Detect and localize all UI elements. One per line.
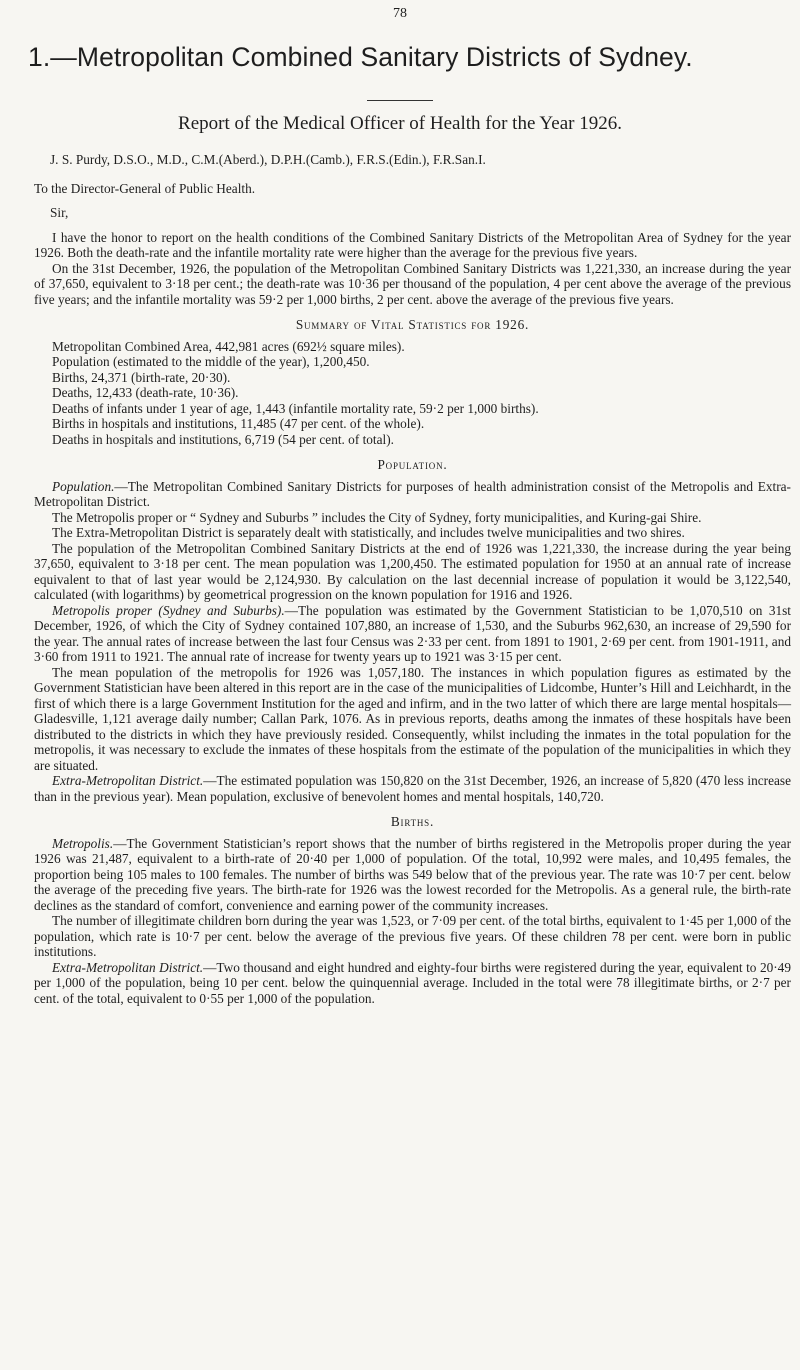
summary-item: Deaths in hospitals and institutions, 6,719 (54 per cent. of total). (52, 431, 394, 447)
population-paragraph: The population of the Metropolitan Combined Sanitary Districts at the end of 1926 was 1,221,330, the increase during the year being 37,650, equivalent to 3·18 per cent. The mean population was 1,200,450. The estimated population for 1950 at an annual rate of increase equivalent to that of last year would be 2,124,930. By calculation on the last decennial increase of population it would be 3,122,540, calculated (with logarithms) by geometrical progression on the known population for 1916 and 1926. (34, 540, 791, 602)
intro-paragraph-1: I have the honor to report on the health conditions of the Combined Sanitary Districts of the Metropolitan Area of Sydney for the year 1926. Both the death-rate and the infantile mortality rate were higher than the average for the previous five years. (34, 229, 791, 260)
births-heading: Births. (390, 814, 435, 829)
summary-item: Births, 24,371 (birth-rate, 20·30). (52, 369, 231, 385)
report-body (34, 152, 791, 1006)
births-paragraph: The number of illegitimate children born during the year was 1,523, or 7·09 per cent. of the total births, equivalent to 1·45 per 1,000 of the population, which rate is 10·7 per cent. below the average of the previous five years. Of these children 78 per cent. were born in public institutions. (34, 913, 791, 959)
author-byline: J. S. Purdy, D.S.O., M.D., C.M.(Aberd.), D.P.H.(Camb.), F.R.S.(Edin.), F.R.San.I. (50, 152, 486, 167)
report-title: 1.—Metropolitan Combined Sanitary Districts of Sydney. (28, 42, 693, 72)
population-label: Population. (52, 478, 115, 494)
title-rule (367, 100, 433, 101)
population-paragraph: The Extra-Metropolitan District is separately dealt with statistically, and includes twelve municipalities and two shires. (52, 525, 685, 540)
summary-heading: Summary of Vital Statistics for 1926. (295, 317, 530, 332)
births-extra-label: Extra-Metropolitan District. (52, 959, 204, 975)
births-metropolis-label: Metropolis. (52, 835, 114, 851)
addressee: To the Director-General of Public Health. (34, 180, 256, 196)
births-paragraph: Extra-Metropolitan District.—Two thousand and eight hundred and eighty-four births were registered during the year, equivalent to 20·49 per 1,000 of the population, being 10 per cent. below the quinquennial average. Included in the total were 78 illegitimate births, or 2·7 per cent. of the total, equivalent to 0·55 per 1,000 of the population. (34, 959, 791, 1006)
extra-metropolitan-label: Extra-Metropolitan District. (52, 773, 204, 788)
births-paragraph: Metropolis.—The Government Statistician’s report shows that the number of births registered in the Metropolis proper during the year 1926 was 21,487, equivalent to a birth-rate of 20·40 per 1,000 of population. Of the total, 10,992 were males, and 10,495 females, the proportion being 105 males to 100 females. The number of births was 549 below that of the previous year. The rate was 10·7 per cent. below the average of the preceding five years. The birth-rate for 1926 was the lowest recorded for the Metropolis. As a general rule, the birth-rate declines as the standard of comfort, convenience and earning power of the community increases. (34, 835, 791, 913)
summary-item: Metropolitan Combined Area, 442,981 acres (692½ square miles). (52, 338, 405, 354)
metropolis-paragraph: Metropolis proper (Sydney and Suburbs).—The population was estimated by the Government Statistician to be 1,070,510 on 31st December, 1926, of which the City of Sydney contained 107,880, an increase of 1,530, and the Suburbs 962,630, an increase of 29,590 for the year. The annual rates of increase between the last four Census was 2·33 per cent. from 1891 to 1901, 2·69 per cent. from 1901-1911, and 3·60 from 1911 to 1921. The annual rate of increase for twenty years up to 1921 was 3·15 per cent. (34, 602, 791, 664)
summary-item: Population (estimated to the middle of the year), 1,200,450. (52, 354, 370, 369)
summary-item: Births in hospitals and institutions, 11,485 (47 per cent. of the whole). (52, 416, 425, 431)
population-paragraph: The Metropolis proper or “ Sydney and Suburbs ” includes the City of Sydney, forty municipalities, and Kuring-gai Shire. (52, 509, 702, 525)
page-number: 78 (393, 6, 407, 21)
intro-paragraph-2: On the 31st December, 1926, the population of the Metropolitan Combined Sanitary Districts was 1,221,330, an increase during the year of 37,650, equivalent to 3·18 per cent.; the death-rate was 10·36 per thousand of the population, 4 per cent above the average of the previous five years; and the infantile mortality was 59·2 per 1,000 births, 2 per cent. above the average of the previous five years. (34, 260, 791, 307)
summary-item: Deaths, 12,433 (death-rate, 10·36). (52, 385, 239, 400)
metropolis-label: Metropolis proper (Sydney and Suburbs). (52, 602, 285, 618)
report-subtitle: Report of the Medical Officer of Health for the Year 1926. (178, 113, 622, 134)
salutation: Sir, (50, 205, 69, 220)
extra-metropolitan-paragraph: Extra-Metropolitan District.—The estimated population was 150,820 on the 31st December, 1926, an increase of 5,820 (470 less increase than in the previous year). Mean population, exclusive of benevolent homes and mental hospitals, 140,720. (34, 773, 791, 804)
population-paragraph: The mean population of the metropolis for 1926 was 1,057,180. The instances in which population figures as estimated by the Government Statistician have been altered in this report are in the case of the municipalities of Lidcombe, Hunter’s Hill and Leichhardt, in the first of which there is a large Government Institution for the aged and infirm, and in the two latter of which there are large mental hospitals—Gladesville, 1,121 average daily number; Callan Park, 1076. As in previous reports, deaths among the inmates of these hospitals have been distributed to the districts in which they have previously resided. Consequently, whilst including the inmates in the total population for the metropolis, it was necessary to exclude the inmates of these hospitals from the estimate of the population of the municipalities in which they are situated. (34, 664, 791, 773)
population-heading: Population. (377, 457, 448, 472)
summary-item: Deaths of infants under 1 year of age, 1,443 (infantile mortality rate, 59·2 per 1,000 births). (52, 400, 539, 416)
population-paragraph: Population.—The Metropolitan Combined Sanitary Districts for purposes of health administration consist of the Metropolis and Extra-Metropolitan District. (34, 478, 791, 509)
